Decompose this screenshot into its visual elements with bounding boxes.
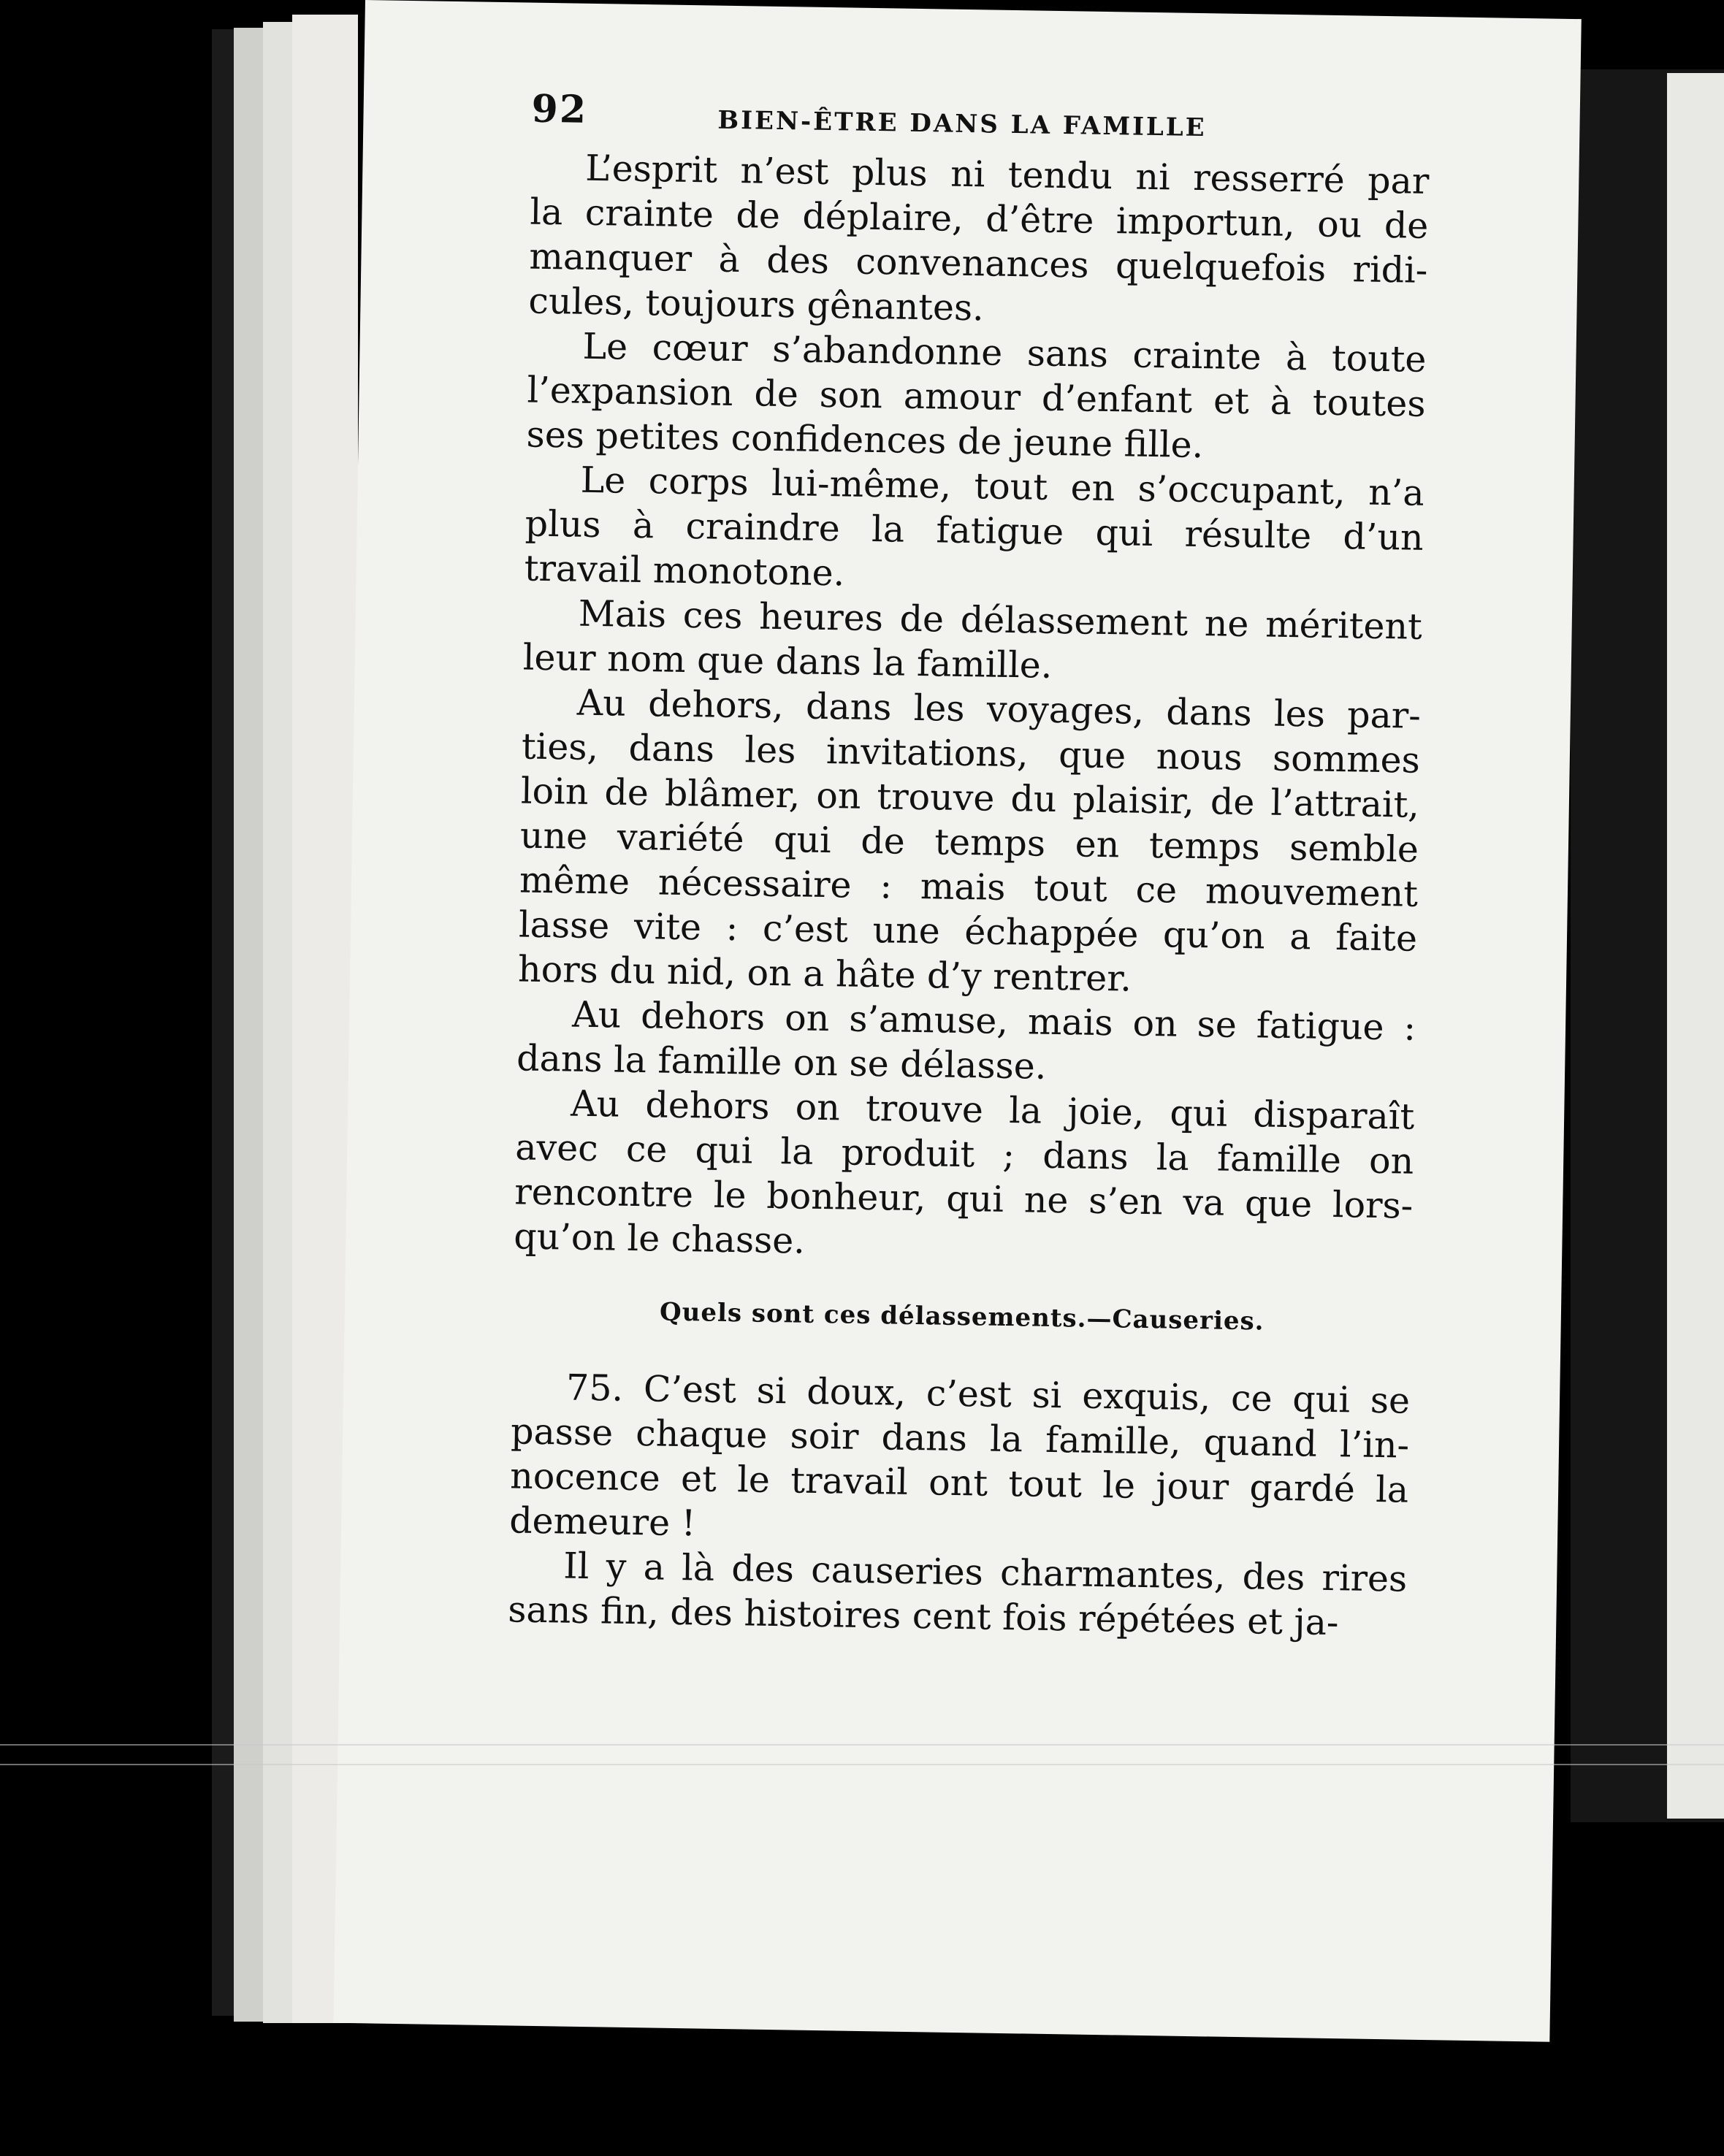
- scan-artifact-line: [0, 1764, 1724, 1765]
- paragraph: [514, 1080, 1415, 1272]
- scan-artifact-line: [0, 1744, 1724, 1746]
- paragraph: [516, 991, 1416, 1094]
- text-line: Au dehors on trouve la joie, qui disparaît: [570, 1082, 1415, 1138]
- paragraph: [509, 1364, 1411, 1556]
- text-line: la crainte de déplaire, d’être importun, ou de: [530, 191, 1429, 247]
- text-line: travail monotone.: [524, 547, 845, 595]
- text-line: passe chaque soir dans la famille, quand l’in-: [510, 1410, 1410, 1467]
- text-line: loin de blâmer, on trouve du plaisir, de l’attrait,: [520, 770, 1420, 826]
- paragraph: [518, 679, 1422, 1005]
- text-line: cules, toujours gênantes.: [528, 280, 985, 329]
- text-line: demeure !: [508, 1499, 696, 1545]
- page-edge: [263, 22, 292, 2023]
- book-page: [333, 0, 1581, 2042]
- page-text-block: [508, 87, 1430, 1646]
- text-line: dans la famille on se délasse.: [516, 1037, 1047, 1087]
- paragraph: [508, 1543, 1408, 1645]
- paragraph: [522, 591, 1422, 694]
- text-line: sans fin, des histoires cent fois répétées et ja-: [507, 1589, 1339, 1644]
- body-text-before: [514, 145, 1430, 1273]
- text-line: avec ce qui la produit ; dans la famille on: [514, 1126, 1414, 1182]
- text-line: plus à craindre la fatigue qui résulte d’un: [525, 502, 1424, 559]
- text-line: rencontre le bonheur, qui ne s’en va que lors-: [514, 1171, 1414, 1227]
- paragraph: [526, 324, 1427, 471]
- text-line: l’expansion de son amour d’enfant et à toutes: [527, 369, 1426, 425]
- facing-page-edge: [1667, 73, 1724, 1819]
- section-heading: Quels sont ces délassements.—Causeries.: [659, 1297, 1265, 1337]
- body-text-after: [508, 1364, 1411, 1645]
- paragraph: [524, 457, 1424, 605]
- text-line: lasse vite : c’est une échappée qu’on a faite: [518, 903, 1418, 960]
- text-line: nocence et le travail ont tout le jour gardé la: [509, 1455, 1409, 1511]
- text-line: Il y a là des causeries charmantes, des rires: [562, 1545, 1408, 1600]
- text-line: Le corps lui-même, tout en s’occupant, n’a: [580, 459, 1425, 514]
- page-edge: [234, 28, 263, 2022]
- text-line: Mais ces heures de délassement ne méritent: [578, 592, 1423, 648]
- text-line: ties, dans les invitations, que nous sommes: [521, 725, 1421, 781]
- book-spine-shadow: [212, 29, 234, 2016]
- text-line: hors du nid, on a hâte d’y rentrer.: [517, 948, 1132, 1000]
- text-line: Au dehors, dans les voyages, dans les par-: [576, 681, 1422, 737]
- text-line: L’esprit n’est plus ni tendu ni resserré par: [584, 147, 1430, 202]
- page-number: 92: [531, 86, 588, 132]
- text-line: 75. C’est si doux, c’est si exquis, ce qui se: [565, 1366, 1411, 1422]
- text-line: ses petites confidences de jeune fille.: [526, 413, 1204, 467]
- paragraph: [528, 145, 1430, 337]
- text-line: qu’on le chasse.: [513, 1215, 806, 1262]
- text-line: manquer à des convenances quelquefois ridi-: [529, 235, 1428, 291]
- text-line: une variété qui de temps en temps semble: [519, 814, 1419, 871]
- text-line: Au dehors on s’amuse, mais on se fatigue :: [571, 993, 1416, 1049]
- text-line: même nécessaire : mais tout ce mouvement: [519, 859, 1419, 915]
- text-line: Le cœur s’abandonne sans crainte à toute: [582, 325, 1427, 381]
- text-line: leur nom que dans la famille.: [522, 636, 1053, 687]
- running-title: BIEN-ÊTRE DANS LA FAMILLE: [717, 105, 1207, 143]
